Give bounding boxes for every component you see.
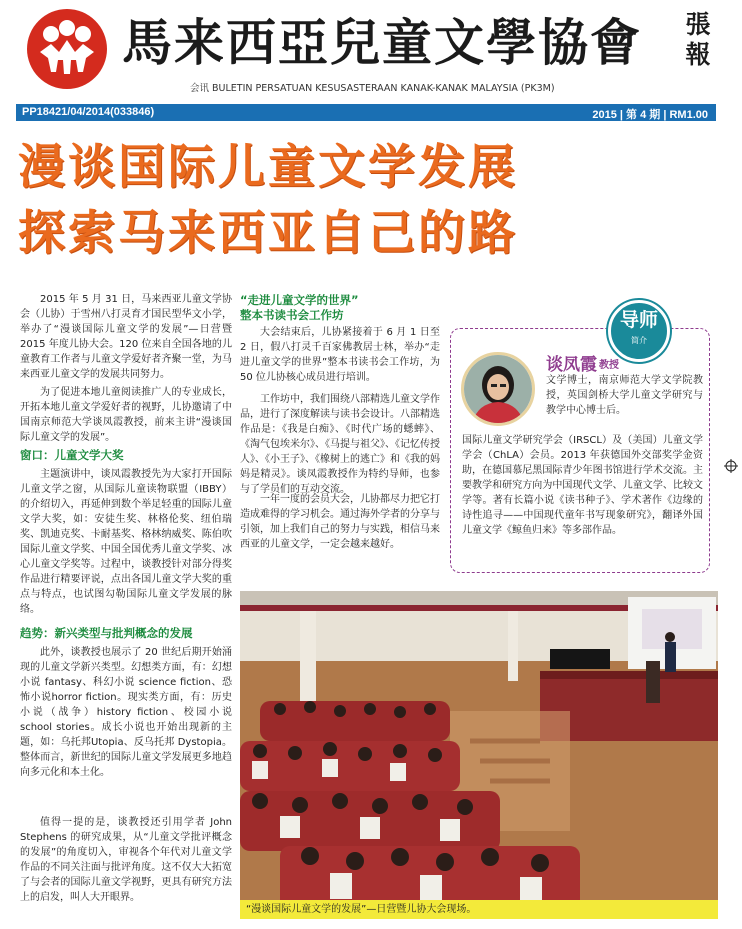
masthead-suffix: 張報: [685, 10, 711, 69]
mentor-portrait: [461, 352, 535, 426]
workshop-heading-line-2: 整本书读书会工作坊: [240, 308, 344, 322]
mentor-badge-title: 导师: [619, 309, 658, 331]
section-heading-window: 窗口：儿童文学大奖: [20, 448, 124, 462]
article-paragraph: 大会结束后，儿协紧接着于 6 月 1 日至 2 日，假八打灵千百家佛教居士林，举办“走进儿童文学的世界”整本书读书会工作坊，为 50 位儿协核心成员进行培训。: [240, 327, 440, 383]
headline-line-1: 漫谈国际儿童文学发展: [18, 140, 518, 195]
article-paragraph: 工作坊中，我们围绕八部精选儿童文学作品，进行了深度解读与读书会设计。八部精选作品是：《我是白痴》、《时代广场的蟋蟀》、《淘气包埃米尔》、《马提与祖父》、《记忆传授人》、《小王子》、《橡树上的逃亡》和《我的妈妈是精灵》。谈凤霞教授作为特约导师，也参与了学员们的互动交流。: [240, 394, 440, 495]
section-heading-trend: 趋势：新兴类型与批判概念的发展: [20, 626, 193, 640]
article-paragraph: 为了促进本地儿童阅读推广人的专业成长，开拓本地儿童文学爱好者的视野，儿协邀请了中国南京师范大学谈凤霞教授，前来主讲“漫谈国际儿童文学的发展”。: [20, 387, 232, 443]
mentor-name: 谈凤霞: [546, 355, 597, 375]
event-photo: [240, 591, 718, 919]
registration-mark-icon: [724, 458, 738, 472]
masthead-title: 馬来西亞兒童文學協會: [122, 13, 642, 72]
association-logo: [26, 8, 108, 90]
issue-info-bar: [16, 104, 716, 121]
mentor-bio: 文学博士，南京师范大学文学院教授，英国剑桥大学儿童文学研究与教学中心博士后。: [546, 375, 703, 416]
publication-permit-number: PP18421/04/2014(033846): [22, 106, 155, 118]
article-paragraph: 2015 年 5 月 31 日，马来西亚儿童文学协会（儿协）于雪州八打灵育才国民型华文小学，举办了“漫谈国际儿童文学的发展”—日营暨 2015 年度儿协大会。120 位来自全国各地的儿童教育工作者与儿童文学爱好者齐聚一堂，为马来西亚儿童文学的发展共同努力。: [20, 294, 232, 380]
masthead-subtitle: 会讯 BULETIN PERSATUAN KESUSASTERAAN KANAK-KANAK MALAYSIA (PK3M): [190, 83, 555, 94]
article-paragraph: 一年一度的会员大会，儿协都尽力把它打造成难得的学习机会。通过海外学者的分享与引领，加上我们自己的努力与实践，相信马来西亚的儿童文学，一定会越来越好。: [240, 494, 440, 550]
article-paragraph: 此外，谈教授也展示了 20 世纪后期开始涌现的儿童文学新兴类型。幻想类方面，有：幻想小说 fantasy、科幻小说 science fiction、恐怖小说horror fiction。现实类方面，有：历史小说（战争）history fiction、校园小说 school stories。成长小说也开始出现新的主题，如：乌托邦Utopia、反乌托邦 Dystopia。整体而言，新世纪的国际儿童文学发展更多地趋向多元化和本土化。: [20, 647, 232, 778]
article-paragraph: 值得一提的是，谈教授还引用学者 John Stephens 的研究成果，从“儿童文学批评概念的发展”的角度切入，审视各个年代对儿童文学作品的不同关注面与批评角度。这不仅大大拓宽了与会者的国际儿童文学视野，更具有研究方法上的启发，叫人大开眼界。: [20, 817, 232, 903]
mentor-badge: [608, 300, 670, 362]
mentor-title: 教授: [599, 360, 619, 371]
photo-caption: “漫谈国际儿童文学的发展”—日营暨儿协大会现场。: [240, 900, 718, 919]
workshop-heading-line-1: “走进儿童文学的世界”: [240, 293, 359, 307]
article-paragraph: 主题演讲中，谈凤霞教授先为大家打开国际儿童文学之窗，从国际儿童读物联盟（IBBY）的介绍切入，再延伸到数个举足轻重的国际儿童文学大奖，如：安徒生奖、林格伦奖、纽伯瑞奖、凯迪克奖、卡耐基奖、格林纳威奖、陈伯吹国际儿童文学奖、中国全国优秀儿童文学奖、冰心儿童文学奖等。过程中，谈教授针对部分得奖作品进行精要评说，点出各国儿童文学大奖的重点与特点，也试图勾勒国际儿童文学发展的脉络。: [20, 469, 232, 615]
mentor-bio-continued: 国际儿童文学研究学会（IRSCL）及（美国）儿童文学学会（ChLA）会员。2013 年获德国外交部奖学金资助，在德国慕尼黑国际青少年图书馆进行学术交流。主要教学和研究方向为中国现代文学、儿童文学、比较文学等。著有长篇小说《读书种子》、学术著作《边缘的诗性追寻——中国现代童年书写现象研究》，翻译外国儿童文学《鲸鱼归来》等多部作品。: [462, 435, 703, 536]
mentor-badge-subtitle: 简介: [631, 336, 647, 345]
issue-number: 2015 | 第 4 期 | RM1.00: [592, 109, 708, 121]
headline-line-2: 探索马来西亚自己的路: [18, 206, 518, 261]
